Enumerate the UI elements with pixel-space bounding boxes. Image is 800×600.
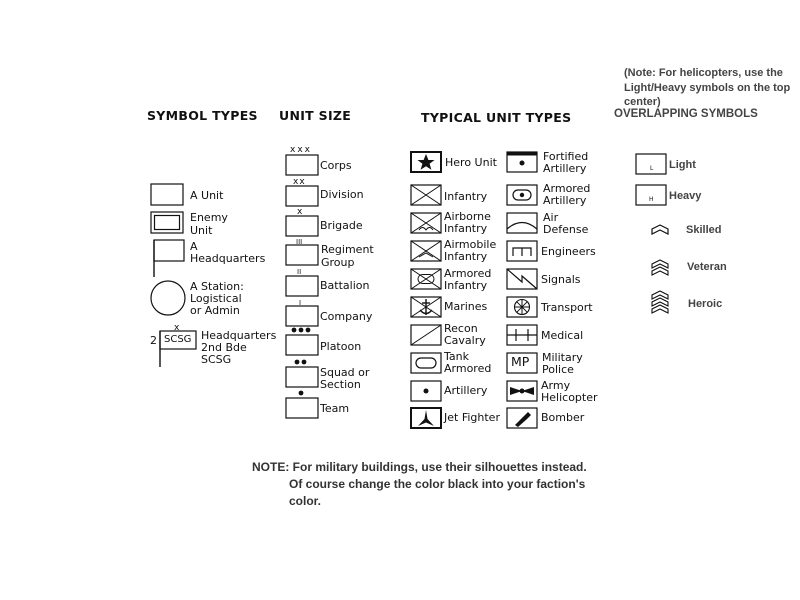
fortified-label-2: Artillery: [543, 162, 587, 175]
regiment-label-1: Regiment: [321, 243, 374, 256]
armored-infantry-label-2: Infantry: [444, 279, 488, 292]
example-hq-label-2: 2nd Bde: [201, 341, 247, 354]
station-label-2: Logistical: [190, 292, 242, 305]
station-label-1: A Station:: [190, 280, 244, 293]
airborne-label-1: Airborne: [444, 210, 491, 223]
skilled-chevron-icon: [650, 223, 672, 237]
example-hq-text: SCSG: [164, 334, 192, 345]
platoon-label: Platoon: [320, 340, 362, 353]
armored-artillery-label-2: Artillery: [543, 194, 587, 207]
tank-label-1: Tank: [444, 350, 469, 363]
skilled-label: Skilled: [686, 224, 722, 236]
header-symbol-types: SYMBOL TYPES: [147, 108, 258, 123]
airmobile-infantry-symbol: [410, 240, 444, 264]
heavy-mark: H: [649, 196, 654, 203]
transport-label: Transport: [541, 301, 593, 314]
military-police-label-2: Police: [542, 363, 574, 376]
engineers-label: Engineers: [541, 245, 596, 258]
recon-label-1: Recon: [444, 322, 478, 335]
battalion-symbol: [285, 275, 321, 299]
brigade-mark: x: [297, 207, 303, 217]
air-defense-label-2: Defense: [543, 223, 589, 236]
buildings-note-line-2: Of course change the color black into your faction's: [289, 477, 586, 491]
example-hq-number: 2: [150, 334, 157, 347]
squad-label-1: Squad or: [320, 366, 370, 379]
regiment-mark: III: [296, 238, 303, 246]
header-unit-size: UNIT SIZE: [279, 108, 352, 123]
light-label: Light: [669, 159, 696, 171]
battalion-label: Battalion: [320, 279, 370, 292]
infantry-label: Infantry: [444, 190, 488, 203]
example-hq-label-3: SCSG: [201, 353, 232, 366]
station-label-3: or Admin: [190, 304, 240, 317]
tank-armored-symbol: [410, 352, 444, 376]
corps-symbol: [285, 154, 321, 178]
corps-label: Corps: [320, 159, 352, 172]
svg-text:x: x: [174, 323, 180, 333]
station-symbol: [149, 279, 189, 319]
armored-infantry-symbol: [410, 268, 444, 292]
brigade-symbol: [285, 215, 321, 239]
jet-fighter-symbol: [410, 407, 444, 431]
armored-infantry-label-1: Armored: [444, 267, 492, 280]
artillery-symbol: [410, 380, 444, 404]
header-typical-unit-types: TYPICAL UNIT TYPES: [421, 110, 572, 125]
army-helicopter-label-2: Helicopter: [541, 391, 598, 404]
signals-label: Signals: [541, 273, 581, 286]
heroic-chevron-icon: [650, 290, 672, 316]
hero-unit-label: Hero Unit: [445, 156, 497, 169]
division-mark: xx: [293, 177, 306, 187]
company-mark: I: [299, 299, 302, 307]
heavy-label: Heavy: [669, 190, 702, 202]
buildings-note-line-3: color.: [289, 494, 322, 508]
engineers-symbol: [506, 240, 540, 264]
team-symbol: [285, 388, 321, 420]
artillery-label: Artillery: [444, 384, 488, 397]
veteran-chevron-icon: [650, 259, 672, 279]
brigade-label: Brigade: [320, 219, 363, 232]
header-overlapping-symbols: OVERLAPPING SYMBOLS: [614, 108, 758, 120]
squad-label-2: Section: [320, 378, 361, 391]
veteran-label: Veteran: [687, 261, 727, 273]
headquarters-label-1: A: [190, 240, 198, 253]
unit-symbol: [150, 183, 186, 207]
corps-mark: xxx: [290, 145, 312, 155]
fortified-label-1: Fortified: [543, 150, 589, 163]
transport-symbol: [506, 296, 540, 320]
airmobile-label-2: Infantry: [444, 250, 488, 263]
infantry-symbol: [410, 184, 444, 208]
light-mark: L: [650, 165, 654, 172]
army-helicopter-label-1: Army: [541, 379, 571, 392]
platoon-symbol: [285, 325, 321, 357]
medical-label: Medical: [541, 329, 584, 342]
tank-label-2: Armored: [444, 362, 492, 375]
division-symbol: [285, 185, 321, 209]
jet-fighter-label: Jet Fighter: [444, 411, 500, 424]
headquarters-symbol: [150, 239, 186, 279]
division-label: Division: [320, 188, 364, 201]
bomber-symbol: [506, 407, 540, 431]
enemy-unit-label-2: Unit: [190, 224, 213, 237]
unit-label: A Unit: [190, 189, 224, 202]
recon-cavalry-symbol: [410, 324, 444, 348]
air-defense-label-1: Air: [543, 211, 559, 224]
airborne-infantry-symbol: [410, 212, 444, 236]
armored-artillery-symbol: [506, 184, 540, 208]
military-police-label-1: Military: [542, 351, 583, 364]
buildings-note-line-1: NOTE: For military buildings, use their silhouettes instead.: [252, 460, 587, 474]
enemy-unit-symbol: [150, 211, 186, 235]
team-label: Team: [320, 402, 350, 415]
medical-symbol: [506, 324, 540, 348]
armored-artillery-label-1: Armored: [543, 182, 591, 195]
military-police-mark: MP: [511, 354, 530, 369]
enemy-unit-label-1: Enemy: [190, 211, 228, 224]
regiment-label-2: Group: [321, 256, 355, 269]
army-helicopter-symbol: [506, 380, 540, 404]
fortified-artillery-symbol: [506, 151, 540, 175]
airmobile-label-1: Airmobile: [444, 238, 497, 251]
helicopter-note: (Note: For helicopters, use the Light/Heavy symbols on the top center): [624, 67, 791, 108]
heroic-label: Heroic: [688, 298, 723, 310]
regiment-symbol: [285, 244, 321, 268]
air-defense-symbol: [506, 212, 540, 236]
headquarters-label-2: Headquarters: [190, 252, 266, 265]
marines-symbol: [410, 296, 444, 320]
recon-label-2: Cavalry: [444, 334, 486, 347]
hero-unit-symbol: [410, 151, 444, 175]
company-label: Company: [320, 310, 373, 323]
example-hq-label-1: Headquarters: [201, 329, 277, 342]
marines-label: Marines: [444, 300, 488, 313]
squad-symbol: [285, 357, 321, 389]
airborne-label-2: Infantry: [444, 222, 488, 235]
battalion-mark: II: [297, 268, 302, 276]
bomber-label: Bomber: [541, 411, 585, 424]
signals-symbol: [506, 268, 540, 292]
